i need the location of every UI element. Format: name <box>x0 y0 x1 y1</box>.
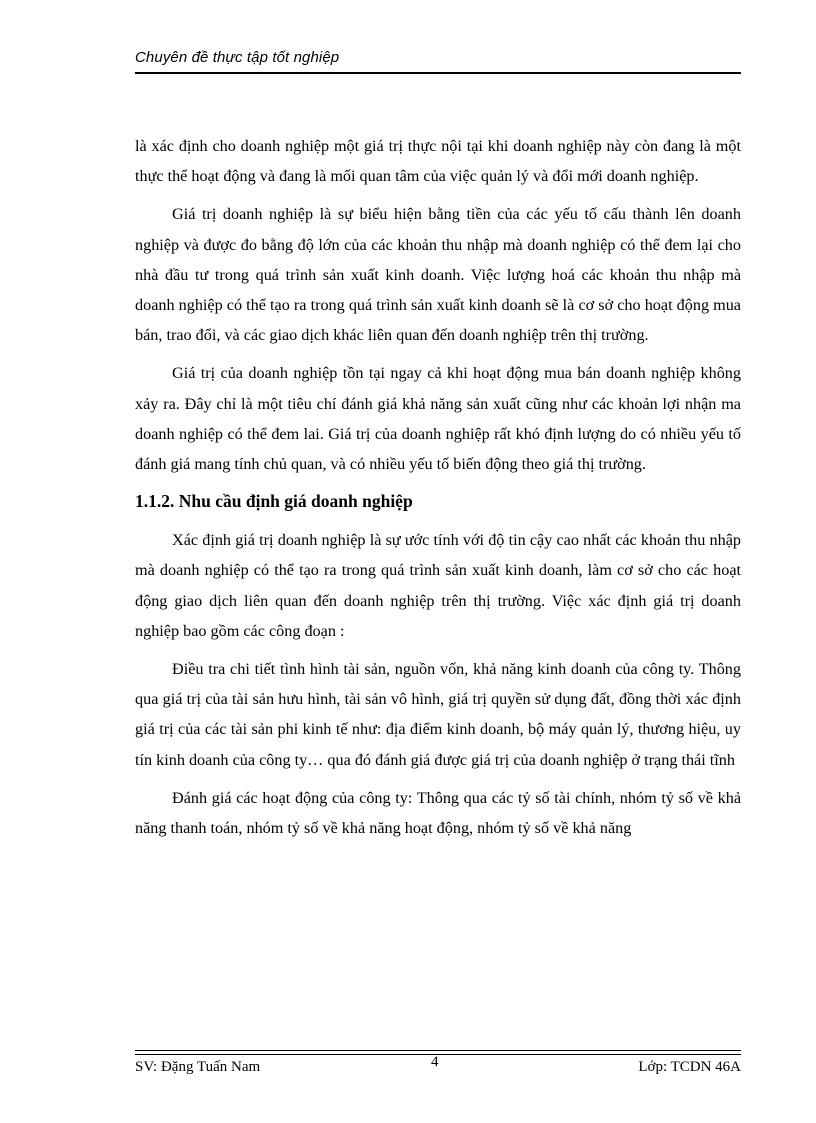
footer-student-name: SV: Đặng Tuấn Nam <box>135 1059 261 1075</box>
section-heading: 1.1.2. Nhu cầu định giá doanh nghiệp <box>135 491 413 512</box>
document-title: Chuyên đề thực tập tốt nghiệp <box>135 49 340 66</box>
footer-rule-thick <box>135 1050 741 1051</box>
page-footer <box>135 1050 741 1080</box>
document-body <box>135 131 741 851</box>
page-number: 4 <box>431 1054 439 1070</box>
paragraph-4: Xác định giá trị doanh nghiệp là sự ước tính với độ tin cậy cao nhất các khoản thu nhập mà doanh nghiệp có thể tạo ra trong quá trình sản xuất kinh doanh, làm cơ sở cho các hoạt động giao dịch liên quan đến doanh nghiệp trên thị trường. Việc xác định giá trị doanh nghiệp bao gồm các công đoạn : <box>135 531 741 640</box>
paragraph-2: Giá trị doanh nghiệp là sự biểu hiện bằng tiền của các yếu tố cấu thành lên doanh nghiệp và được đo bằng độ lớn của các khoản thu nhập mà doanh nghiệp có thể đem lại cho nhà đầu tư trong quá trình sản xuất kinh doanh. Việc lượng hoá các khoản thu nhập mà doanh nghiệp có thể tạo ra trong quá trình sản xuất kinh doanh sẽ là cơ sở cho hoạt động mua bán, trao đổi, và các giao dịch khác liên quan đến doanh nghiệp trên thị trường. <box>135 205 741 345</box>
paragraph-3: Giá trị của doanh nghiệp tồn tại ngay cả khi hoạt động mua bán doanh nghiệp không xảy ra. Đây chỉ là một tiêu chí đánh giá khả năng sản xuất cũng như các khoản lợi nhận ma doanh nghiệp có thể đem lai. Giá trị của doanh nghiệp rất khó định lượng do có nhiều yếu tố đánh giá mang tính chủ quan, và có nhiều yếu tố biến động theo giá thị trường. <box>135 364 741 474</box>
page-header <box>135 48 741 74</box>
paragraph-6: Đánh giá các hoạt động của công ty: Thông qua các tỷ số tài chính, nhóm tỷ số về khả năng thanh toán, nhóm tỷ số về khả năng hoạt động, nhóm tỷ số về khả năng <box>135 788 741 838</box>
paragraph-1: là xác định cho doanh nghiệp một giá trị thực nội tại khi doanh nghiệp này còn đang là một thực thể hoạt động và đang là mối quan tâm của việc quản lý và đổi mới doanh nghiệp. <box>135 137 741 186</box>
paragraph-5: Điều tra chi tiết tình hình tài sản, nguồn vốn, khả năng kinh doanh của công ty. Thông qua giá trị của tài sản hưu hình, tài sản vô hình, giá trị quyền sử dụng đất, đồng thời xác định giá trị của các tài sản phi kinh tế như: địa điểm kinh doanh, bộ máy quản lý, thương hiệu, uy tín kinh doanh của công ty… qua đó đánh giá được giá trị của doanh nghiệp ở trạng thái tĩnh <box>135 660 741 769</box>
footer-class: Lớp: TCDN 46A <box>638 1059 741 1075</box>
